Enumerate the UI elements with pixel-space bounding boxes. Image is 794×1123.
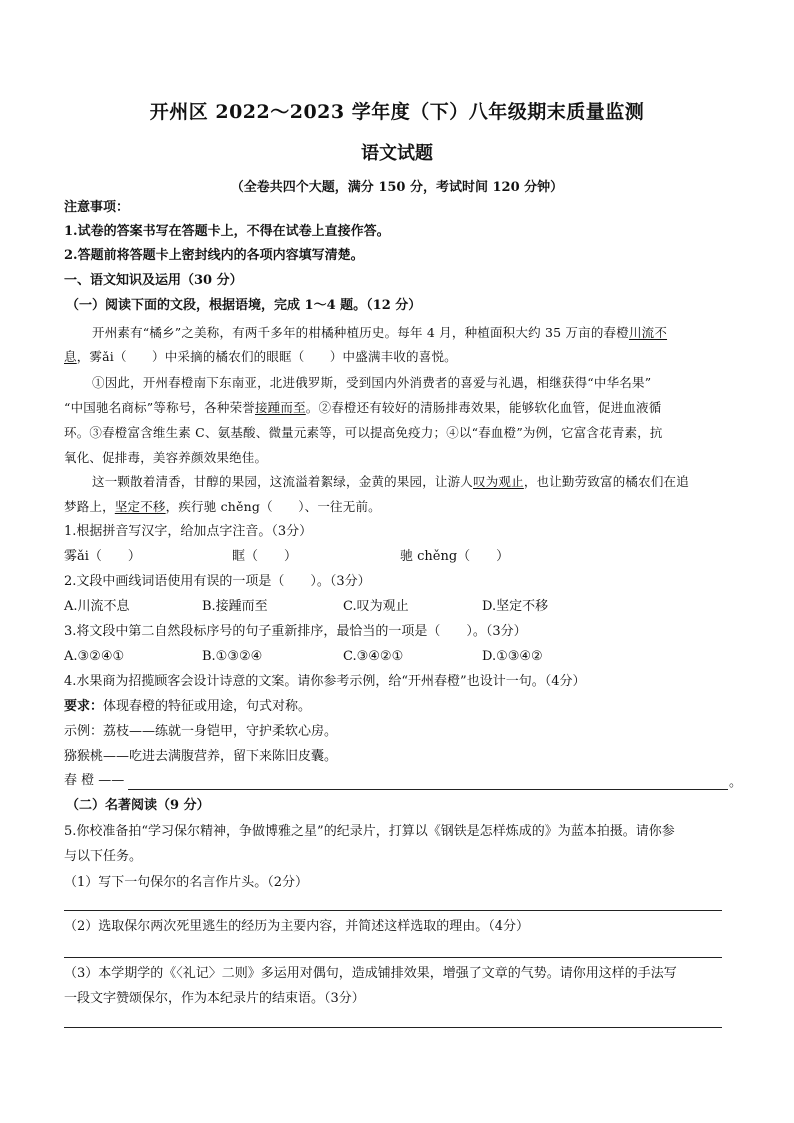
- notice-item-1: 1.试卷的答案书写在答题卡上，不得在试卷上直接作答。: [64, 224, 390, 239]
- q5-task-3-line-2: 一段文字赞颂保尔，作为本纪录片的结束语。（3分）: [64, 991, 365, 1006]
- passage-line: [64, 498, 734, 516]
- q5-task-3-line-1: （3）本学期学的《〈礼记〉二则》多运用对偶句，造成铺排效果，增强了文章的气势。请你用这样的手法写: [64, 966, 677, 981]
- q2-option-a[interactable]: A.川流不息: [64, 599, 130, 614]
- underlined-phrase: 接踵而至: [254, 400, 306, 415]
- passage-text: ，也让勤劳致富的橘农们在追: [523, 474, 689, 489]
- passage-line: [92, 324, 762, 342]
- question-2-stem: 2.文段中画线词语使用有误的一项是（ ）。（3分）: [64, 574, 371, 589]
- q4-answer-line[interactable]: [128, 789, 728, 790]
- q3-option-a[interactable]: A.③②④①: [64, 649, 125, 664]
- passage-line: ①因此，开州春橙南下东南亚，北进俄罗斯，受到国内外消费者的喜爱与礼遇，相继获得“中华名果”: [92, 375, 652, 390]
- section1-heading: （一）阅读下面的文段，根据语境，完成 1～4 题。（12 分）: [66, 298, 422, 313]
- underlined-phrase: 坚定不移: [114, 499, 166, 514]
- q1-blank-a[interactable]: 雾ǎi（ ）: [64, 549, 141, 564]
- q5-task-2: （2）选取保尔两次死里逃生的经历为主要内容，并简述这样选取的理由。（4分）: [64, 919, 530, 934]
- requirement-label: 要求：: [64, 699, 104, 714]
- passage-text: 梦路上，: [64, 499, 115, 514]
- passage-line: [92, 473, 762, 491]
- q5-task-1-answer-line[interactable]: [64, 910, 722, 911]
- question-3-stem: 3.将文段中第二自然段标序号的句子重新排序，最恰当的一项是（ ）。（3分）: [64, 624, 527, 639]
- question-1-stem: 1.根据拼音写汉字，给加点字注音。（3分）: [64, 524, 313, 539]
- exam-subtitle: 语文试题: [361, 143, 433, 164]
- q2-option-c[interactable]: C.叹为观止: [343, 599, 409, 614]
- q4-example-1: 示例：荔枝——练就一身铠甲，守护柔软心房。: [64, 724, 338, 739]
- notice-item-2: 2.答题前将答题卡上密封线内的各项内容填写清楚。: [64, 248, 364, 263]
- part1-heading: 一、语文知识及运用（30 分）: [64, 273, 243, 288]
- q5-task-1: （1）写下一句保尔的名言作片头。（2分）: [64, 875, 309, 890]
- underlined-phrase: 叹为观止: [473, 474, 524, 489]
- passage-text: 开州素有“橘乡”之美称，有两千多年的柑橘种植历史。每年 4 月，种植面积大约 35 万亩的春橙: [92, 325, 629, 340]
- passage-line: 氧化、促排毒，美容养颜效果绝佳。: [64, 450, 268, 465]
- underlined-phrase: 息: [64, 349, 77, 364]
- q3-option-c[interactable]: C.③④②①: [343, 649, 404, 664]
- q4-answer-suffix: 。: [729, 775, 743, 790]
- q2-option-b[interactable]: B.接踵而至: [202, 599, 268, 614]
- q1-blank-b[interactable]: 眶（ ）: [232, 549, 298, 564]
- exam-title: 开州区 2022～2023 学年度（下）八年级期末质量监测: [149, 101, 645, 123]
- q4-requirement: [64, 698, 734, 716]
- underlined-phrase: 川流不: [628, 325, 668, 340]
- question-5-stem-line-1: 5.你校准备拍“学习保尔精神，争做博雅之星”的纪录片，打算以《钢铁是怎样炼成的》为蓝本拍摄。请你参: [64, 824, 675, 839]
- question-4-stem: 4.水果商为招揽顾客会设计诗意的文案。请你参考示例，给“开州春橙”也设计一句。（4分）: [64, 674, 586, 689]
- passage-text: ，疾行驰 chěng（ ）、一往无前。: [165, 499, 381, 514]
- q2-option-d[interactable]: D.坚定不移: [482, 599, 549, 614]
- passage-line: 环。③春橙富含维生素 C、氨基酸、微量元素等，可以提高免疫力；④以“春血橙”为例，它富含花青素，抗: [64, 425, 663, 440]
- exam-info: （全卷共四个大题，满分 150 分，考试时间 120 分钟）: [230, 180, 564, 195]
- passage-text: 。②春橙还有较好的清肠排毒效果，能够软化血管，促进血液循: [305, 400, 662, 415]
- passage-line: [64, 399, 734, 417]
- q4-answer-prefix: 春 橙 ——: [64, 773, 125, 788]
- q3-option-b[interactable]: B.①③②④: [202, 649, 263, 664]
- passage-text: ，雾ǎi（ ）中采摘的橘农们的眼眶（ ）中盛满丰收的喜悦。: [76, 349, 457, 364]
- notice-heading: 注意事项：: [64, 200, 130, 215]
- passage-line: [64, 348, 734, 366]
- q4-example-2: 猕猴桃——吃进去满腹营养，留下来陈旧皮囊。: [64, 749, 338, 764]
- question-5-stem-line-2: 与以下任务。: [64, 849, 143, 864]
- q5-task-3-answer-line[interactable]: [64, 1027, 722, 1028]
- section2-heading: （二）名著阅读（9 分）: [66, 798, 210, 813]
- passage-text: 这一颗散着清香，甘醇的果园，这流溢着絮绿，金黄的果园，让游人: [92, 474, 474, 489]
- q3-option-d[interactable]: D.①③④②: [482, 649, 543, 664]
- q5-task-2-answer-line[interactable]: [64, 957, 722, 958]
- passage-text: “中国驰名商标”等称号，各种荣誉: [64, 400, 255, 415]
- q1-blank-c[interactable]: 驰 chěng（ ）: [400, 549, 510, 564]
- requirement-text: 体现春橙的特征或用途，句式对称。: [103, 699, 312, 714]
